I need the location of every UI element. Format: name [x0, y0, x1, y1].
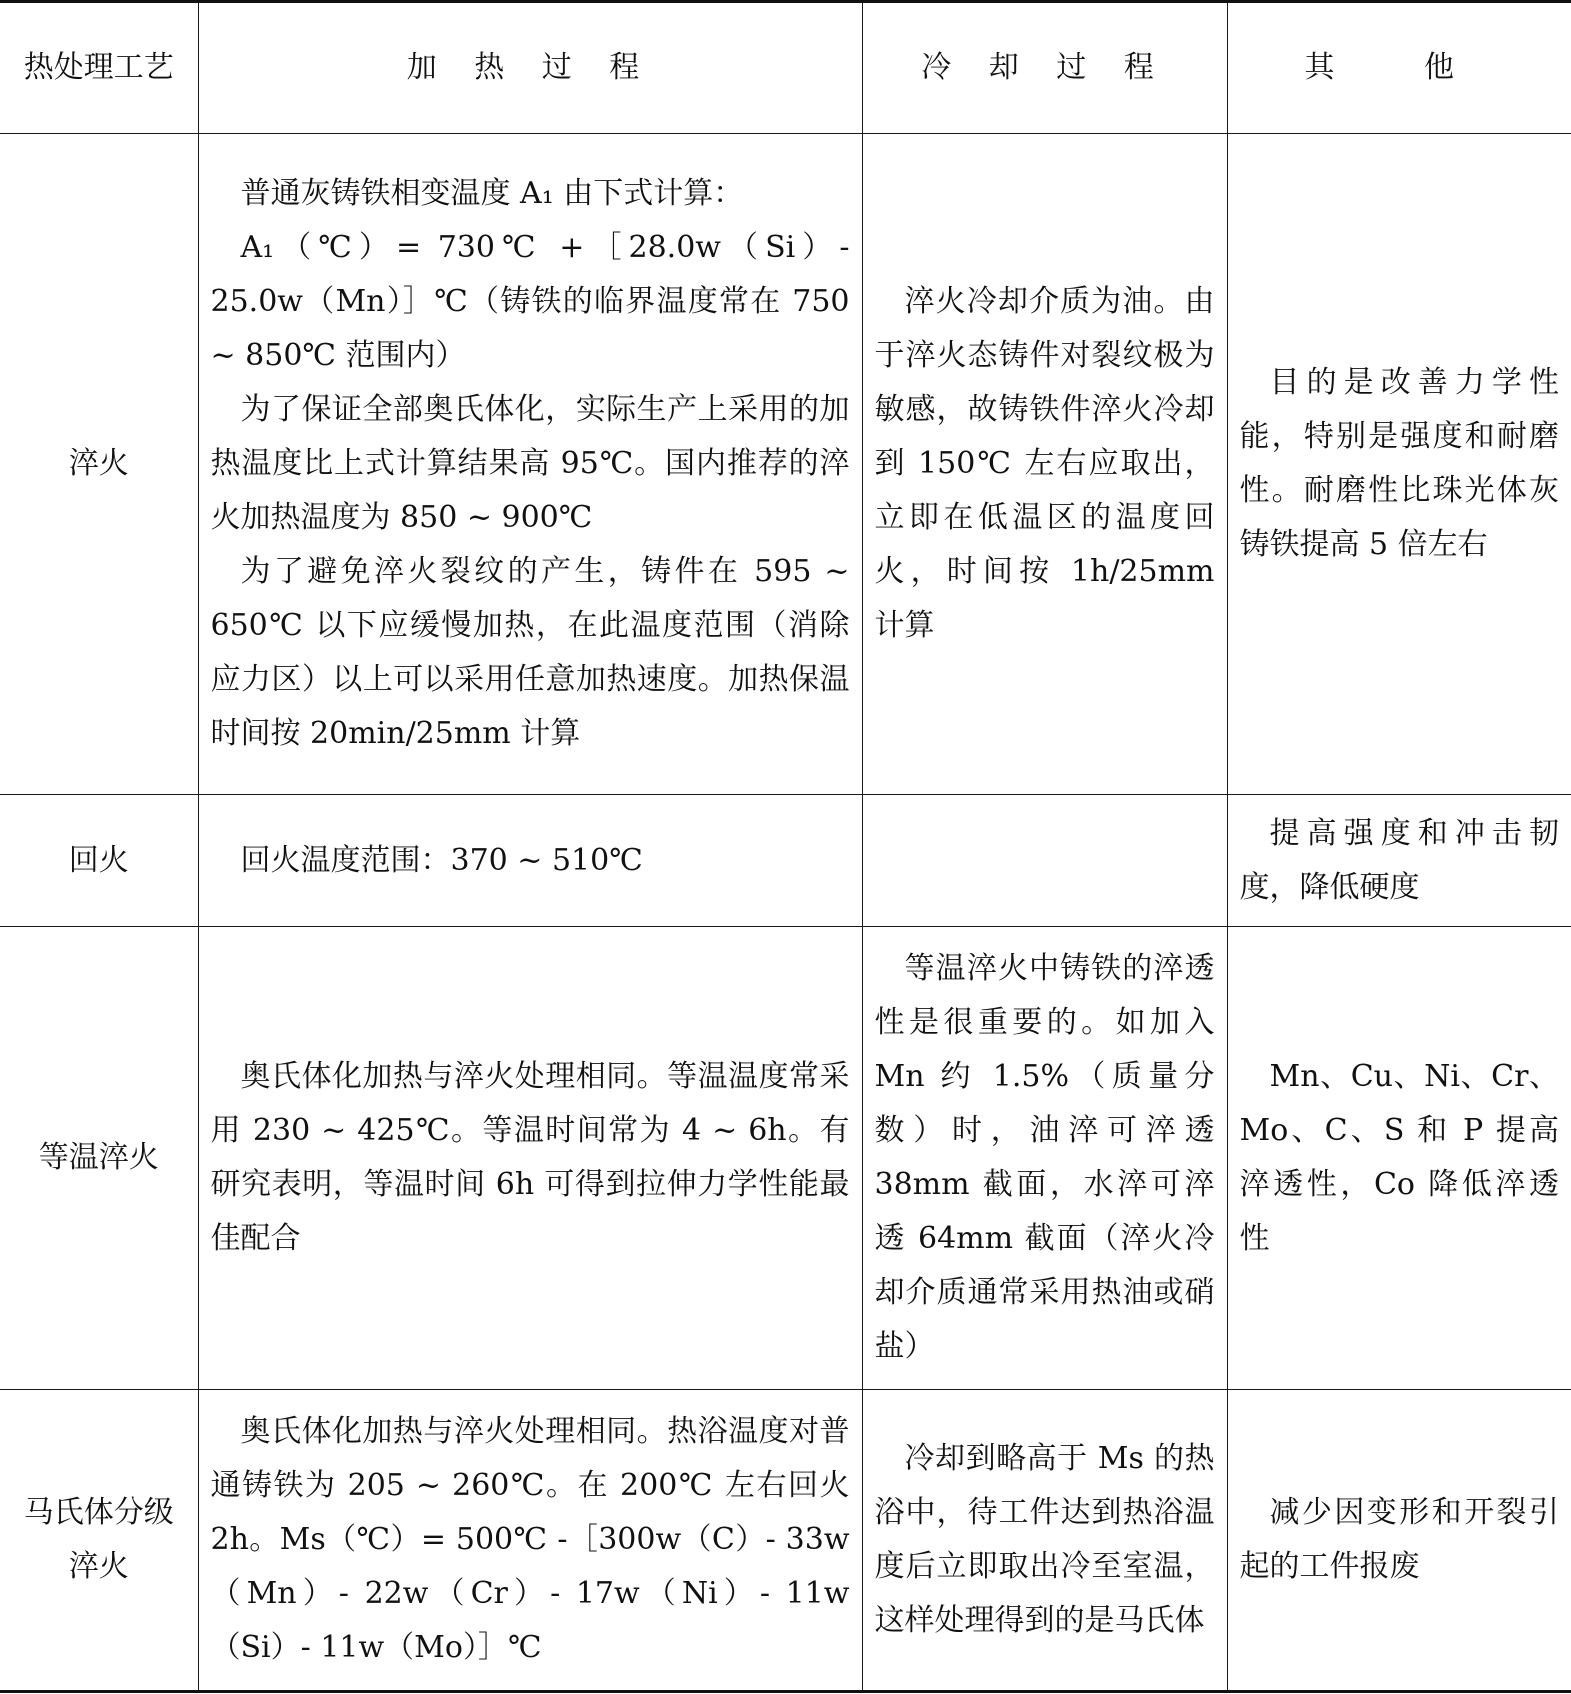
other-cell [1227, 927, 1571, 1390]
other-text: Mn、Cu、Ni、Cr、Mo、C、S 和 P 提高淬透性，Co 降低淬透性 [1239, 1059, 1559, 1256]
other-text: 提高强度和冲击韧度，降低硬度 [1239, 815, 1559, 905]
heating-paragraph: 为了保证全部奥氏体化，实际生产上采用的加热温度比上式计算结果高 95℃。国内推荐的淬火加热温度为 850 ~ 900℃ [210, 392, 850, 535]
table-row [0, 927, 1571, 1390]
cooling-cell [862, 134, 1227, 795]
heating-paragraph: 普通灰铸铁相变温度 A₁ 由下式计算： [240, 176, 744, 211]
heating-paragraph: 回火温度范围：370 ~ 510℃ [240, 842, 643, 878]
header-other: 其 他 [1227, 2, 1571, 134]
header-row [0, 2, 1571, 134]
other-text: 减少因变形和开裂引起的工件报废 [1239, 1495, 1559, 1584]
cooling-cell [862, 1390, 1227, 1692]
heating-paragraph: A₁（℃）= 730℃ +［28.0w（Si）- 25.0w（Mn）］℃（铸铁的临界温度常在 750 ~ 850℃ 范围内） [210, 230, 850, 373]
heating-cell [198, 1390, 862, 1692]
table-row [0, 1390, 1571, 1692]
header-process: 热处理工艺 [0, 2, 198, 134]
table-row [0, 134, 1571, 795]
process-cell: 回火 [0, 795, 198, 927]
process-cell: 淬火 [0, 134, 198, 795]
heating-paragraph: 为了避免淬火裂纹的产生，铸件在 595 ~ 650℃ 以下应缓慢加热，在此温度范围（消除应力区）以上可以采用任意加热速度。加热保温时间按 20min/25mm 计算 [210, 554, 850, 751]
cooling-cell [862, 927, 1227, 1390]
other-cell [1227, 795, 1571, 927]
cooling-text: 冷却到略高于 Ms 的热浴中，待工件达到热浴温度后立即取出冷至室温，这样处理得到的是马氏体 [874, 1441, 1215, 1638]
other-cell [1227, 134, 1571, 795]
heating-paragraph: 奥氏体化加热与淬火处理相同。等温温度常采用 230 ~ 425℃。等温时间常为 4 ~ 6h。有研究表明，等温时间 6h 可得到拉伸力学性能最佳配合 [210, 1059, 850, 1256]
heating-paragraph: 奥氏体化加热与淬火处理相同。热浴温度对普通铸铁为 205 ~ 260℃。在 200℃ 左右回火 2h。Ms（℃）= 500℃ -［300w（C）- 33w（Mn）- 22w（Cr）- 17w（Ni）- 11w（Si）- 11w（Mo）］℃ [210, 1414, 850, 1665]
process-cell: 马氏体分级淬火 [0, 1390, 198, 1692]
heating-cell [198, 134, 862, 795]
other-cell [1227, 1390, 1571, 1692]
cooling-text: 等温淬火中铸铁的淬透性是很重要的。如加入 Mn 约 1.5%（质量分数）时，油淬可淬透 38mm 截面，水淬可淬透 64mm 截面（淬火冷却介质通常采用热油或硝盐） [874, 951, 1215, 1364]
heating-cell [198, 927, 862, 1390]
heating-cell [198, 795, 862, 927]
process-cell: 等温淬火 [0, 927, 198, 1390]
cooling-text: 淬火冷却介质为油。由于淬火态铸件对裂纹极为敏感，故铸铁件淬火冷却到 150℃ 左右应取出，立即在低温区的温度回火，时间按 1h/25mm 计算 [874, 284, 1215, 643]
table-row [0, 795, 1571, 927]
other-text: 目的是改善力学性能，特别是强度和耐磨性。耐磨性比珠光体灰铸铁提高 5 倍左右 [1239, 365, 1559, 562]
cooling-cell [862, 795, 1227, 927]
header-cooling: 冷 却 过 程 [862, 2, 1227, 134]
header-heating: 加 热 过 程 [198, 2, 862, 134]
